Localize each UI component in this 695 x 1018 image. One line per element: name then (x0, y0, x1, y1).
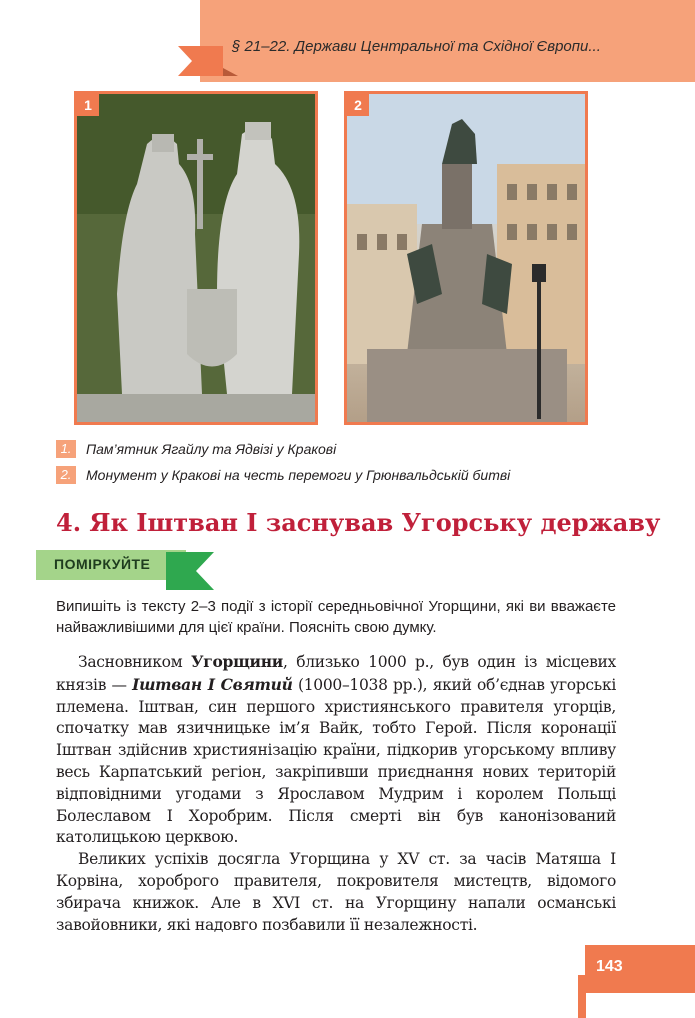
text-run: , близько 1000 р., був один із місцевих князів — (56, 653, 616, 694)
text-run: Засновником (78, 653, 192, 671)
caption-text: Монумент у Кракові на честь перемоги у Грюнвальдській битві (86, 467, 511, 483)
term-hungary: Угорщини (191, 652, 283, 671)
flag-icon (166, 552, 216, 590)
text-run: (1000–1038 рр.), який об’єднав угорські племена. Іштван, син першого християнського правителя угорців, спочатку мав язичницьке ім’я Вайк, тобто Герой. Після коронації Іштван здійснив християнізацію країни, підкорив угорському впливу весь Карпатський регіон, закріпивши приєднання нових територій відповідними угодами з Ярославом Мудрим і королем Польщі Болеславом І Хоробрим. Після смерті він був канонізований католицькою церквою. (56, 675, 616, 847)
paragraph-2: Великих успіхів досягла Угорщина у XV ст. за часів Матяша І Корвіна, хороброго правителя, покровителя мистецтв, відомого збирача книжок. Але в XVI ст. на Угорщину напали османські завойовники, які надовго позбавили її незалежності. (56, 850, 616, 934)
caption-1 (56, 440, 336, 458)
photo-number: 2 (347, 94, 369, 116)
photo-grunwald-monument (344, 91, 588, 425)
task-text: Випишіть із тексту 2–3 події з історії середньовічної Угорщини, які ви вважаєте найважливішими для цієї країни. Поясніть свою думку. (56, 598, 616, 636)
photo-number: 1 (77, 94, 99, 116)
page-number: 143 (596, 958, 623, 975)
statue-photo-icon (77, 94, 315, 422)
caption-2 (56, 466, 510, 484)
section-title: 4. Як Іштван І заснував Угорську державу (56, 508, 661, 537)
caption-text: Пам’ятник Ягайлу та Ядвізі у Кракові (86, 441, 337, 457)
monument-photo-icon (347, 94, 585, 422)
paragraph-1 (56, 651, 616, 849)
term-istvan: Іштван І Святий (132, 674, 293, 694)
photo-jagiello-jadwiga (74, 91, 318, 425)
ribbon-icon (178, 46, 238, 76)
caption-number: 1. (56, 440, 76, 458)
body-text (56, 651, 616, 936)
caption-number: 2. (56, 466, 76, 484)
running-title: § 21–22. Держави Центральної та Східної Європи... (232, 38, 601, 55)
think-label: ПОМІРКУЙТЕ (54, 556, 151, 572)
